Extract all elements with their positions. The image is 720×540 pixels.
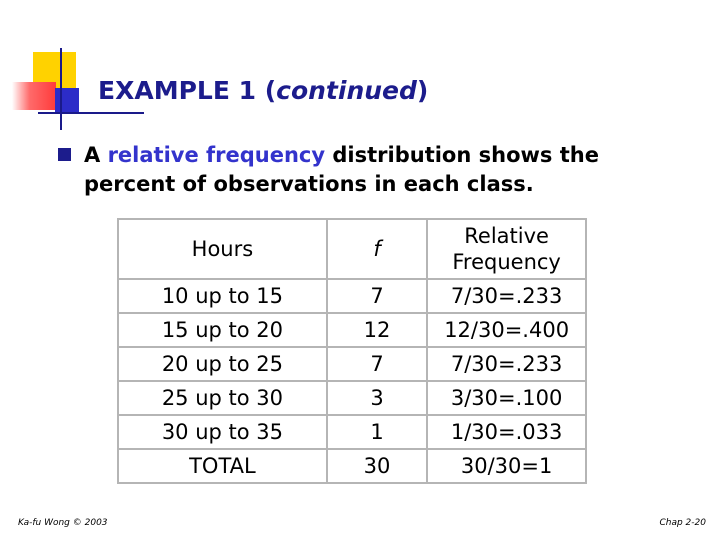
bullet-highlight: relative frequency: [107, 143, 326, 167]
table-row: [118, 415, 586, 449]
cell-relative-frequency: 12/30=.400: [427, 313, 586, 347]
cell-relative-frequency: 30/30=1: [427, 449, 586, 483]
cell-hours: 30 up to 35: [118, 415, 327, 449]
cell-relative-frequency: 3/30=.100: [427, 381, 586, 415]
title-main: EXAMPLE 1 (: [98, 76, 277, 105]
cell-f: 7: [327, 279, 427, 313]
bullet-text: [84, 141, 674, 199]
bullet-after: distribution shows the percent of observations in each class.: [84, 143, 599, 196]
cell-hours: 25 up to 30: [118, 381, 327, 415]
table-row: [118, 381, 586, 415]
logo-vertical-line: [60, 48, 62, 130]
header-relative-frequency-text: Relative Frequency: [452, 224, 561, 274]
header-relative-frequency: [427, 219, 586, 279]
cell-relative-frequency: 7/30=.233: [427, 347, 586, 381]
title-close: ): [416, 76, 429, 105]
cell-f: 30: [327, 449, 427, 483]
footer-page-number: Chap 2-20: [659, 518, 706, 528]
title-italic: continued: [276, 76, 417, 105]
cell-hours: 20 up to 25: [118, 347, 327, 381]
frequency-table: [117, 218, 587, 484]
slide-title: [98, 76, 428, 105]
cell-hours: 15 up to 20: [118, 313, 327, 347]
cell-f: 3: [327, 381, 427, 415]
logo-red-bar: [12, 82, 56, 110]
bullet-before: A: [84, 143, 108, 167]
table-header-row: [118, 219, 586, 279]
cell-hours: 10 up to 15: [118, 279, 327, 313]
cell-f: 7: [327, 347, 427, 381]
footer-credit: Ka-fu Wong © 2003: [18, 518, 108, 528]
cell-relative-frequency: 7/30=.233: [427, 279, 586, 313]
cell-hours: TOTAL: [118, 449, 327, 483]
logo-blue-square: [55, 88, 79, 112]
cell-f: 12: [327, 313, 427, 347]
table-row: [118, 347, 586, 381]
bullet-square-icon: [58, 148, 71, 161]
table-row: [118, 279, 586, 313]
logo-horizontal-line: [38, 112, 144, 114]
header-f: f: [327, 219, 427, 279]
cell-relative-frequency: 1/30=.033: [427, 415, 586, 449]
table-row: [118, 313, 586, 347]
header-hours: Hours: [118, 219, 327, 279]
cell-f: 1: [327, 415, 427, 449]
table-total-row: [118, 449, 586, 483]
